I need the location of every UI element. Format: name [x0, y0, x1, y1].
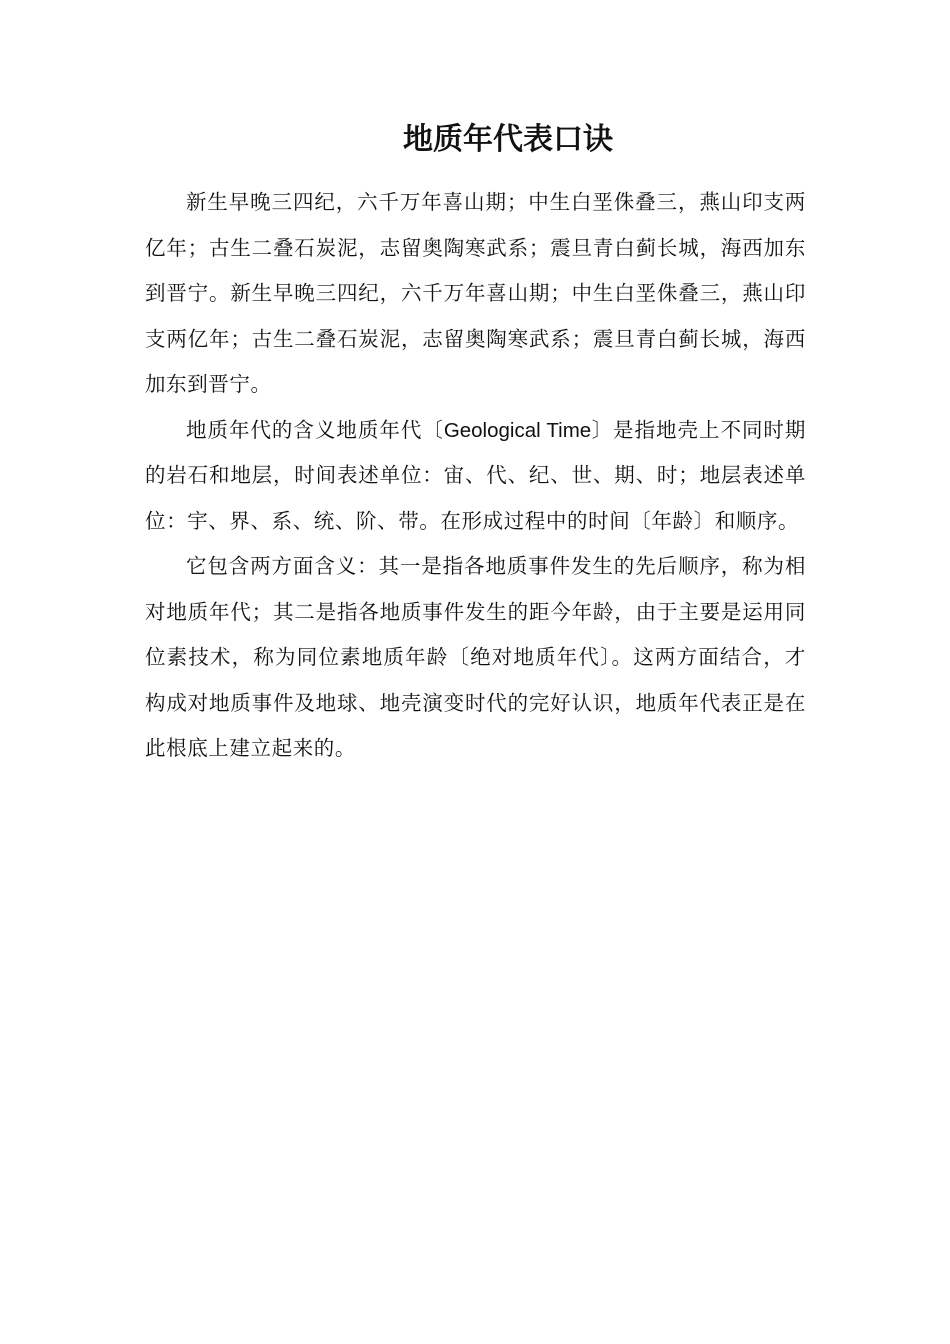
paragraph-text: 新生早晚三四纪，六千万年喜山期；中生白垩侏叠三，燕山印支两亿年；古生二叠石炭泥，志留奥陶寒武系；震旦青白蓟长城，海西加东到晋宁。新生早晚三四纪，六千万年喜山期；中生白垩侏叠三，燕山印支两亿年；古生二叠石炭泥，志留奥陶寒武系；震旦青白蓟长城，海西加东到晋宁。 — [145, 190, 806, 396]
paragraph-text: 地质年代的含义地质年代〔 — [186, 417, 444, 442]
document-body — [145, 180, 806, 772]
paragraph-meaning — [145, 544, 806, 772]
document-title: 地质年代表口诀 — [403, 122, 613, 157]
paragraph-mnemonic — [145, 180, 806, 408]
paragraph-text: 〕是指地壳上不同时期的岩石和地层，时间表述单位：宙、代、纪、世、期、时；地层表述单位：宇、界、系、统、阶、带。在形成过程中的时间〔年龄〕和顺序。 — [145, 417, 807, 533]
paragraph-text: 它包含两方面含义：其一是指各地质事件发生的先后顺序，称为相对地质年代；其二是指各地质事件发生的距今年龄，由于主要是运用同位素技术，称为同位素地质年龄〔绝对地质年代〕。这两方面结合，才构成对地质事件及地球、地壳演变时代的完好认识，地质年代表正是在此根底上建立起来的。 — [145, 554, 806, 760]
paragraph-definition — [145, 408, 806, 545]
english-term: Geological Time — [443, 418, 592, 442]
